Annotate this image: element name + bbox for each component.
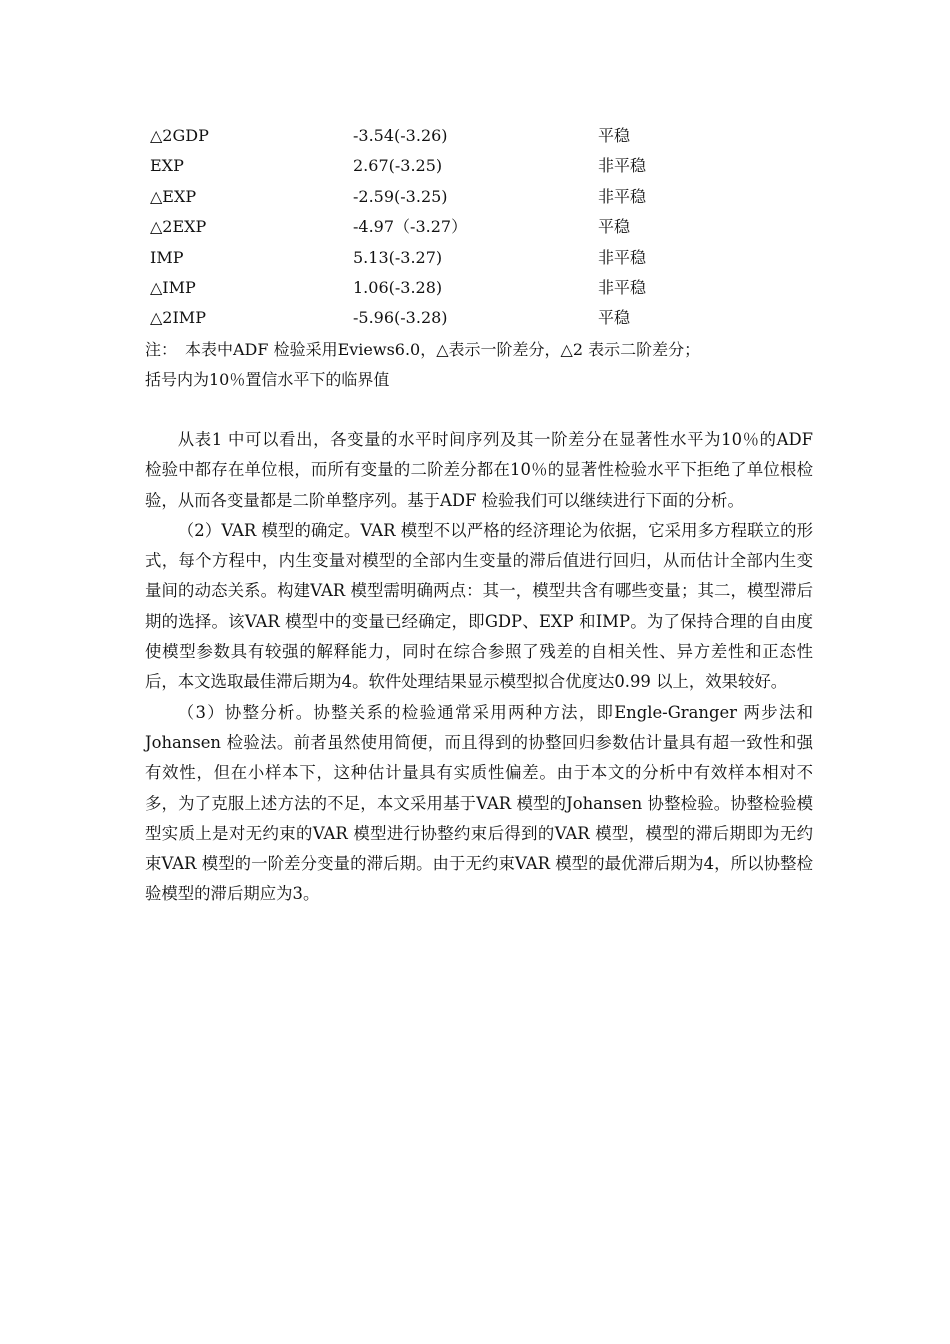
variable-cell: △IMP bbox=[150, 277, 196, 297]
table-note-line: 括号内为10％置信水平下的临界值 bbox=[145, 370, 390, 390]
stationarity-cell: 非平稳 bbox=[598, 277, 647, 297]
table-row bbox=[150, 212, 810, 242]
table-row bbox=[150, 243, 810, 273]
paragraph: 从表1 中可以看出，各变量的水平时间序列及其一阶差分在显著性水平为10％的ADF 检验中都存在单位根，而所有变量的二阶差分都在10％的显著性检验水平下拒绝了单位根检验，从而各变量都是二阶单整序列。基于ADF 检验我们可以继续进行下面的分析。 bbox=[145, 430, 813, 510]
variable-cell: △2GDP bbox=[150, 126, 209, 145]
adf-statistic-cell: 5.13(-3.27) bbox=[353, 247, 443, 267]
variable-cell: EXP bbox=[150, 156, 184, 176]
variable-cell: △2IMP bbox=[150, 308, 206, 328]
adf-statistic-cell: 1.06(-3.28) bbox=[353, 277, 443, 297]
adf-statistic-cell: 2.67(-3.25) bbox=[353, 156, 443, 176]
table-row bbox=[150, 182, 810, 212]
stationarity-cell: 非平稳 bbox=[598, 186, 647, 206]
adf-statistic-cell: -2.59(-3.25) bbox=[353, 186, 448, 206]
stationarity-cell: 平稳 bbox=[598, 217, 631, 237]
table-row bbox=[150, 151, 810, 181]
stationarity-cell: 非平稳 bbox=[598, 247, 647, 267]
body-text bbox=[145, 425, 813, 910]
adf-statistic-cell: -5.96(-3.28) bbox=[353, 308, 448, 328]
variable-cell: IMP bbox=[150, 247, 184, 267]
adf-test-table bbox=[150, 121, 810, 334]
table-note-line: 注： 本表中ADF 检验采用Eviews6.0，△表示一阶差分，△2 表示二阶差分； bbox=[145, 340, 701, 359]
stationarity-cell: 平稳 bbox=[598, 126, 631, 145]
paragraph: （3）协整分析。协整关系的检验通常采用两种方法，即Engle-Granger 两步法和Johansen 检验法。前者虽然使用简便，而且得到的协整回归参数估计量具有超一致性和强有效性，但在小样本下，这种估计量具有实质性偏差。由于本文的分析中有效样本相对不多，为了克服上述方法的不足，本文采用基于VAR 模型的Johansen 协整检验。协整检验模型实质上是对无约束的VAR 模型进行协整约束后得到的VAR 模型，模型的滞后期即为无约束VAR 模型的一阶差分变量的滞后期。由于无约束VAR 模型的最优滞后期为4，所以协整检验模型的滞后期应为3。 bbox=[145, 702, 813, 904]
variable-cell: △EXP bbox=[150, 186, 197, 206]
paragraph: （2）VAR 模型的确定。VAR 模型不以严格的经济理论为依据，它采用多方程联立的形式，每个方程中，内生变量对模型的全部内生变量的滞后值进行回归，从而估计全部内生变量间的动态关系。构建VAR 模型需明确两点：其一，模型共含有哪些变量；其二，模型滞后期的选择。该VAR 模型中的变量已经确定，即GDP、EXP 和IMP。为了保持合理的自由度使模型参数具有较强的解释能力，同时在综合参照了残差的自相关性、异方差性和正态性后，本文选取最佳滞后期为4。软件处理结果显示模型拟合优度达0.99 以上，效果较好。 bbox=[145, 520, 813, 692]
table-note bbox=[145, 335, 815, 396]
stationarity-cell: 非平稳 bbox=[598, 156, 647, 176]
adf-statistic-cell: -3.54(-3.26) bbox=[353, 126, 448, 145]
table-row bbox=[150, 273, 810, 303]
table-row bbox=[150, 303, 810, 333]
table-row bbox=[150, 121, 810, 151]
variable-cell: △2EXP bbox=[150, 217, 207, 237]
adf-statistic-cell: -4.97（-3.27） bbox=[353, 217, 468, 237]
stationarity-cell: 平稳 bbox=[598, 308, 631, 328]
